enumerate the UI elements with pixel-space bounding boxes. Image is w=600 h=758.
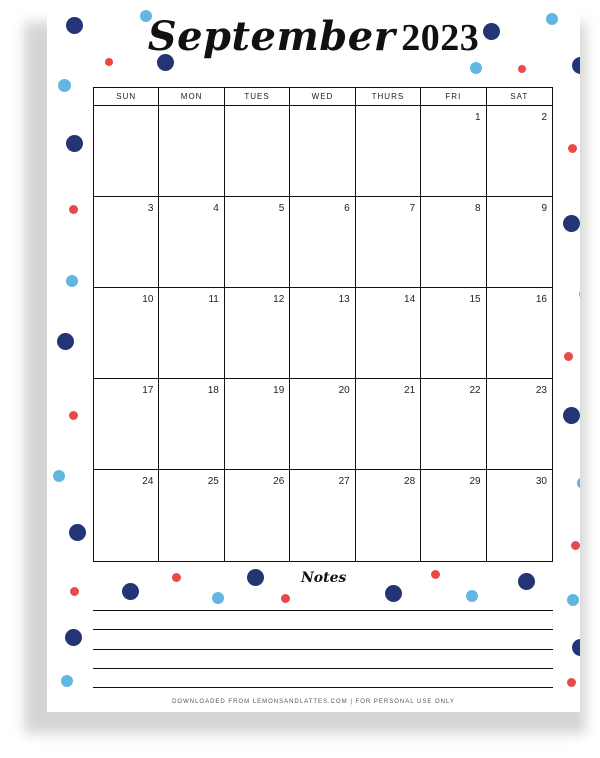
day-number: 5 <box>278 203 285 214</box>
confetti-dot <box>568 144 577 153</box>
day-number: 17 <box>142 385 154 396</box>
confetti-dot <box>572 639 580 656</box>
day-cell <box>290 106 355 197</box>
confetti-dot <box>518 65 526 73</box>
day-cell <box>94 288 159 379</box>
day-cell <box>356 288 421 379</box>
confetti-dot <box>571 541 580 550</box>
day-cell <box>94 106 159 197</box>
confetti-dot <box>563 407 580 424</box>
confetti-dot <box>431 570 440 579</box>
day-number: 11 <box>208 294 219 305</box>
day-cell <box>421 197 486 288</box>
day-cell <box>290 288 355 379</box>
weekday-header: TUES <box>225 88 290 106</box>
day-cell <box>487 470 552 561</box>
confetti-dot <box>466 590 478 602</box>
day-number: 29 <box>469 476 481 487</box>
confetti-dot <box>247 569 264 586</box>
day-cell <box>356 197 421 288</box>
day-number: 21 <box>404 385 416 396</box>
confetti-dot <box>122 583 139 600</box>
day-cell <box>225 197 290 288</box>
day-number: 1 <box>475 112 481 123</box>
day-cell <box>487 106 552 197</box>
day-cell <box>421 470 486 561</box>
day-number: 2 <box>541 112 547 123</box>
confetti-dot <box>281 594 290 603</box>
day-cell <box>487 288 552 379</box>
day-number: 6 <box>344 203 350 214</box>
confetti-dot <box>66 275 78 287</box>
day-cell <box>159 470 224 561</box>
day-number: 10 <box>142 294 154 305</box>
day-number: 8 <box>475 203 481 214</box>
day-cell <box>487 379 552 470</box>
page-title <box>47 13 580 60</box>
month-title: September <box>147 13 396 60</box>
day-number: 14 <box>404 294 416 305</box>
day-cell <box>356 106 421 197</box>
day-number: 24 <box>142 476 154 487</box>
day-cell <box>290 470 355 561</box>
notes-line <box>93 687 553 688</box>
day-cell <box>225 379 290 470</box>
confetti-dot <box>58 79 71 92</box>
day-number: 3 <box>147 203 154 214</box>
day-cell <box>159 379 224 470</box>
weekday-header: SUN <box>94 88 159 106</box>
day-cell <box>94 470 159 561</box>
year-title: 2023 <box>401 17 480 59</box>
day-number: 16 <box>535 294 547 305</box>
confetti-dot <box>567 594 579 606</box>
day-number: 26 <box>273 476 285 487</box>
confetti-dot <box>70 587 79 596</box>
calendar-grid <box>93 87 553 562</box>
confetti-dot <box>518 573 535 590</box>
day-cell <box>421 379 486 470</box>
day-cell <box>159 106 224 197</box>
confetti-dot <box>470 62 482 74</box>
notes-line <box>93 629 553 630</box>
day-number: 18 <box>207 385 219 396</box>
day-number: 13 <box>338 294 350 305</box>
day-number: 20 <box>338 385 350 396</box>
notes-line <box>93 610 553 611</box>
day-number: 28 <box>404 476 416 487</box>
day-number: 12 <box>273 294 285 305</box>
day-number: 23 <box>535 385 547 396</box>
confetti-dot <box>61 675 73 687</box>
weekday-header: MON <box>159 88 224 106</box>
day-cell <box>421 288 486 379</box>
day-number: 30 <box>535 476 547 487</box>
confetti-dot <box>57 333 74 350</box>
day-cell <box>94 197 159 288</box>
day-cell <box>94 379 159 470</box>
day-cell <box>225 106 290 197</box>
day-number: 27 <box>338 476 350 487</box>
confetti-dot <box>564 352 573 361</box>
day-cell <box>290 197 355 288</box>
day-number: 7 <box>409 203 416 214</box>
weekday-header: FRI <box>421 88 486 106</box>
calendar-page <box>47 7 580 712</box>
footer-credit: DOWNLOADED FROM LEMONSANDLATTES.COM | FOR PERSONAL USE ONLY <box>172 699 455 705</box>
day-cell <box>159 288 224 379</box>
day-cell <box>421 106 486 197</box>
day-number: 19 <box>273 385 285 396</box>
confetti-dot <box>69 411 78 420</box>
day-number: 25 <box>207 476 219 487</box>
confetti-dot <box>69 205 78 214</box>
notes-line <box>93 649 553 650</box>
confetti-dot <box>385 585 402 602</box>
confetti-dot <box>66 135 83 152</box>
day-cell <box>290 379 355 470</box>
day-cell <box>487 197 552 288</box>
weekday-header: WED <box>290 88 355 106</box>
confetti-dot <box>579 288 580 300</box>
confetti-dot <box>172 573 181 582</box>
confetti-dot <box>65 629 82 646</box>
confetti-dot <box>577 477 580 489</box>
confetti-dot <box>563 215 580 232</box>
confetti-dot <box>212 592 224 604</box>
day-cell <box>356 379 421 470</box>
day-number: 15 <box>469 294 481 305</box>
confetti-dot <box>69 524 86 541</box>
day-number: 22 <box>469 385 481 396</box>
notes-line <box>93 668 553 669</box>
weekday-header: THURS <box>356 88 421 106</box>
notes-title: Notes <box>301 570 347 586</box>
day-cell <box>159 197 224 288</box>
day-cell <box>356 470 421 561</box>
day-number: 4 <box>213 203 219 214</box>
confetti-dot <box>53 470 65 482</box>
confetti-dot <box>567 678 576 687</box>
day-number: 9 <box>541 203 547 214</box>
day-cell <box>225 288 290 379</box>
weekday-header: SAT <box>487 88 552 106</box>
day-cell <box>225 470 290 561</box>
